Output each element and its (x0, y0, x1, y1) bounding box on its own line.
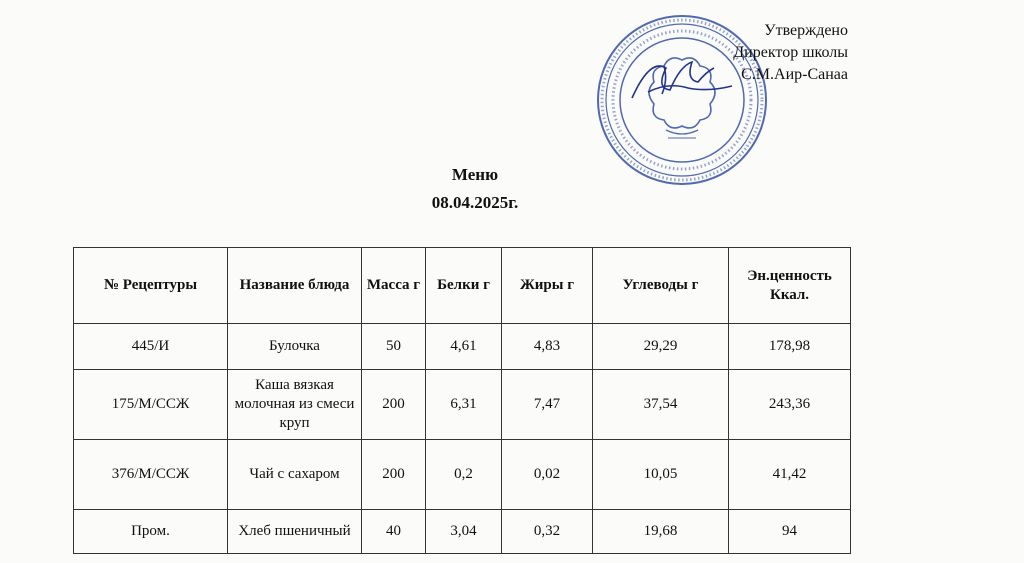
protein: 3,04 (426, 510, 502, 554)
mass: 200 (362, 440, 426, 510)
protein: 4,61 (426, 324, 502, 370)
protein: 6,31 (426, 370, 502, 440)
table-row (74, 324, 851, 370)
fat: 0,32 (502, 510, 593, 554)
recipe-number: 175/М/ССЖ (74, 370, 228, 440)
approval-title: Утверждено (764, 22, 848, 39)
column-header: Масса г (362, 248, 426, 324)
carbs: 19,68 (593, 510, 729, 554)
column-header: Белки г (426, 248, 502, 324)
table-header-row (74, 248, 851, 324)
recipe-number: 376/М/ССЖ (74, 440, 228, 510)
carbs: 29,29 (593, 324, 729, 370)
approval-position: Директор школы (733, 44, 848, 61)
menu-table (73, 247, 851, 554)
menu-date: 08.04.2025г. (431, 193, 519, 212)
page-title: Меню (451, 165, 499, 184)
column-header: № Рецептуры (74, 248, 228, 324)
table-row (74, 370, 851, 440)
director-signature (628, 52, 738, 112)
column-header: Эн.ценность Ккал. (729, 248, 851, 324)
fat: 4,83 (502, 324, 593, 370)
table-row (74, 510, 851, 554)
mass: 40 (362, 510, 426, 554)
dish-name: Чай с сахаром (228, 440, 362, 510)
carbs: 37,54 (593, 370, 729, 440)
fat: 7,47 (502, 370, 593, 440)
dish-name: Хлеб пшеничный (228, 510, 362, 554)
table-row (74, 440, 851, 510)
approval-name: С.М.Аир-Санаа (741, 66, 848, 83)
mass: 50 (362, 324, 426, 370)
energy: 41,42 (729, 440, 851, 510)
column-header: Углеводы г (593, 248, 729, 324)
carbs: 10,05 (593, 440, 729, 510)
recipe-number: Пром. (74, 510, 228, 554)
recipe-number: 445/И (74, 324, 228, 370)
dish-name: Каша вязкая молочная из смеси круп (228, 370, 362, 440)
dish-name: Булочка (228, 324, 362, 370)
energy: 178,98 (729, 324, 851, 370)
mass: 200 (362, 370, 426, 440)
energy: 94 (729, 510, 851, 554)
fat: 0,02 (502, 440, 593, 510)
column-header: Жиры г (502, 248, 593, 324)
column-header: Название блюда (228, 248, 362, 324)
protein: 0,2 (426, 440, 502, 510)
energy: 243,36 (729, 370, 851, 440)
approval-block (733, 20, 848, 86)
